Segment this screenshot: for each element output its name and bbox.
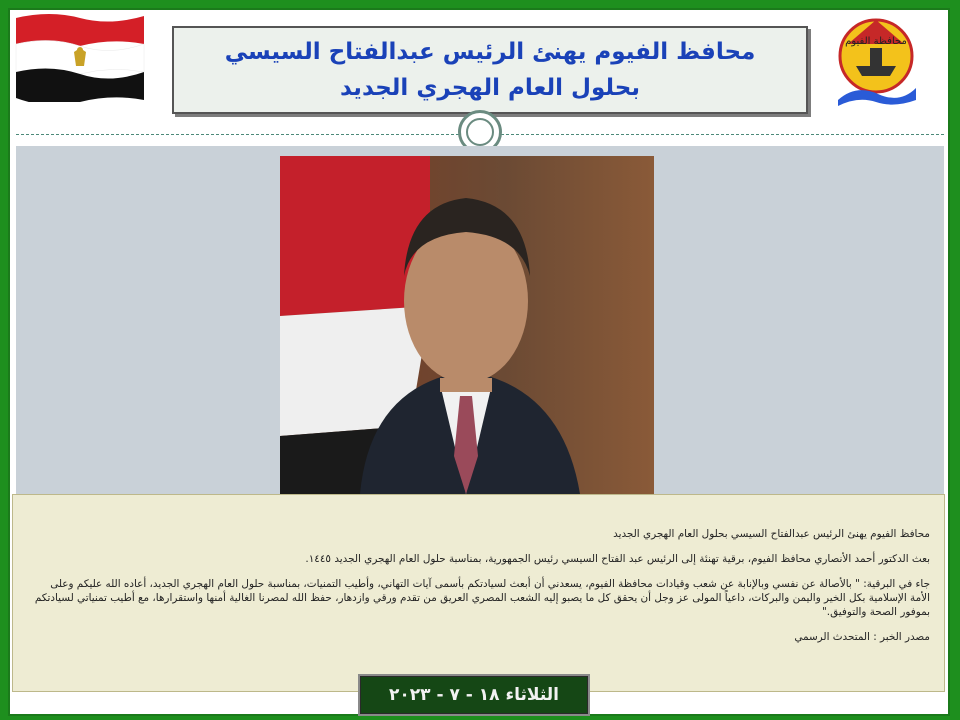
logo-text: محافظة الفيوم (845, 36, 907, 47)
article-headline: محافظ الفيوم يهنئ الرئيس عبدالفتاح السيسي بحلول العام الهجري الجديد (613, 528, 930, 540)
article-quote: جاء في البرقية: " بالأصالة عن نفسي وبالإنابة عن شعب وقيادات محافظة الفيوم، يسعدني أن أبعث لسيادتكم بأسمى آيات التهاني، وأطيب التمنيات، بمناسبة حلول العام الهجري الجديد، أعاده الله عليكم وعلى الأمة الإسلامية بكل الخير واليمن والبركات، داعياً المولى عز وجل أن يحقق كل ما يصبو إليه الشعب المصري العريق من تقدم ورقي وازدهار، حفظ الله لمصرنا الغالية أمنها واستقرارها، مع أطيب تمنياتي لسيادتكم بموفور الصحة والتوفيق." (34, 578, 930, 618)
date-badge (358, 674, 590, 716)
fayoum-governorate-logo (834, 14, 918, 110)
title-box (172, 26, 808, 114)
article-panel (12, 494, 945, 692)
date-text: الثلاثاء ١٨ - ٧ - ٢٠٢٣ (389, 685, 559, 705)
president-portrait-photo (280, 156, 654, 494)
article-intro: بعث الدكتور أحمد الأنصاري محافظ الفيوم، برقية تهنئة إلى الرئيس عبد الفتاح السيسي رئيس الجمهورية، بمناسبة حلول العام الهجري الجديد ١٤٤٥. (305, 553, 930, 565)
egypt-flag-icon (14, 10, 146, 102)
page-title: محافظ الفيوم يهنئ الرئيس عبدالفتاح السيسي بحلول العام الهجري الجديد (224, 39, 756, 101)
article-source: مصدر الخبر : المتحدث الرسمي (794, 631, 930, 643)
